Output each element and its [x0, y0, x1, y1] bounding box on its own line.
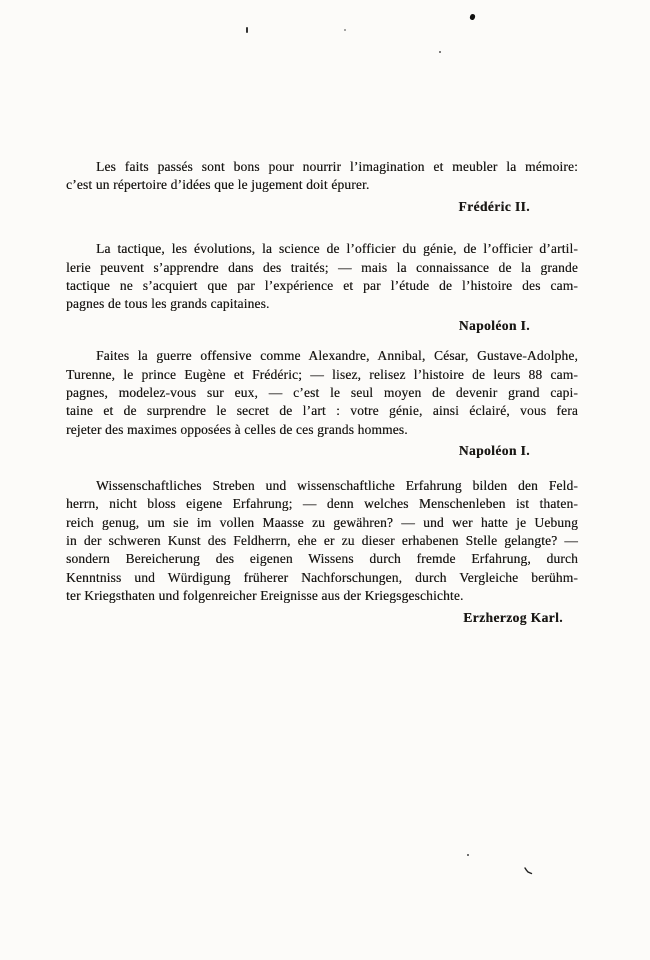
- ink-squiggle: [523, 867, 533, 876]
- quote-attribution: Napoléon I.: [458, 443, 530, 459]
- quote-attribution: Erzherzog Karl.: [463, 609, 563, 625]
- quote-line: ter Kriegsthaten und folgenreicher Ereignisse aus der Kriegsgeschichte.: [66, 588, 464, 604]
- quote-line: reich genug, um sie im vollen Maasse zu gewähren? — und wer hatte je Uebung: [66, 514, 578, 530]
- quote-line: c’est un répertoire d’idées que le jugement doit épurer.: [66, 177, 370, 193]
- ink-speck: [344, 29, 346, 31]
- quote-line: taine et de surprendre le secret de l’art : votre génie, ainsi éclairé, vous fera: [66, 403, 578, 419]
- quote-line: tactique ne s’acquiert que par l’expérience et par l’étude de l’histoire des cam-: [66, 278, 578, 294]
- quote-line: Turenne, le prince Eugène et Frédéric; — lisez, relisez l’histoire de leurs 88 cam-: [66, 366, 578, 382]
- quote-frederic-ii: [66, 158, 578, 216]
- quote-attribution: Napoléon I.: [458, 317, 530, 333]
- quote-line: sondern Bereicherung des eigenen Wissens durch fremde Erfahrung, durch: [66, 551, 578, 567]
- quote-attribution: Frédéric II.: [458, 198, 530, 214]
- epigraph-block: [66, 158, 578, 627]
- ink-speck: [246, 27, 248, 33]
- quote-line: herrn, nicht bloss eigene Erfahrung; — denn welches Menschenleben ist thaten-: [66, 496, 578, 512]
- quote-line: Faites la guerre offensive comme Alexandre, Annibal, César, Gustave-Adolphe,: [96, 348, 578, 364]
- quote-line: pagnes de tous les grands capitaines.: [66, 296, 270, 312]
- quote-line: pagnes, modelez-vous sur eux, — c’est le seul moyen de devenir grand capi-: [66, 385, 578, 401]
- quote-line: Wissenschaftliches Streben und wissenschaftliche Erfahrung bilden den Feld-: [96, 477, 578, 493]
- quote-erzherzog-karl: [66, 477, 578, 627]
- quote-line: Les faits passés sont bons pour nourrir l’imagination et meubler la mémoire:: [96, 159, 578, 174]
- ink-speck: [439, 51, 441, 53]
- quote-line: lerie peuvent s’apprendre dans des traités; — mais la connaissance de la grande: [66, 259, 578, 275]
- ink-speck: [467, 854, 469, 856]
- quote-line: Kenntniss und Würdigung früherer Nachforschungen, durch Vergleiche berühm-: [66, 569, 578, 585]
- quote-line: rejeter des maximes opposées à celles de ces grands hommes.: [66, 421, 408, 437]
- ink-speck: [469, 13, 476, 20]
- quote-napoleon-2: [66, 347, 578, 460]
- quote-napoleon-1: [66, 240, 578, 335]
- quote-line: in der schweren Kunst des Feldherrn, ehe er zu dieser erhabenen Stelle gelangte? —: [66, 532, 578, 548]
- quote-line: La tactique, les évolutions, la science de l’officier du génie, de l’officier d’artil-: [96, 241, 578, 257]
